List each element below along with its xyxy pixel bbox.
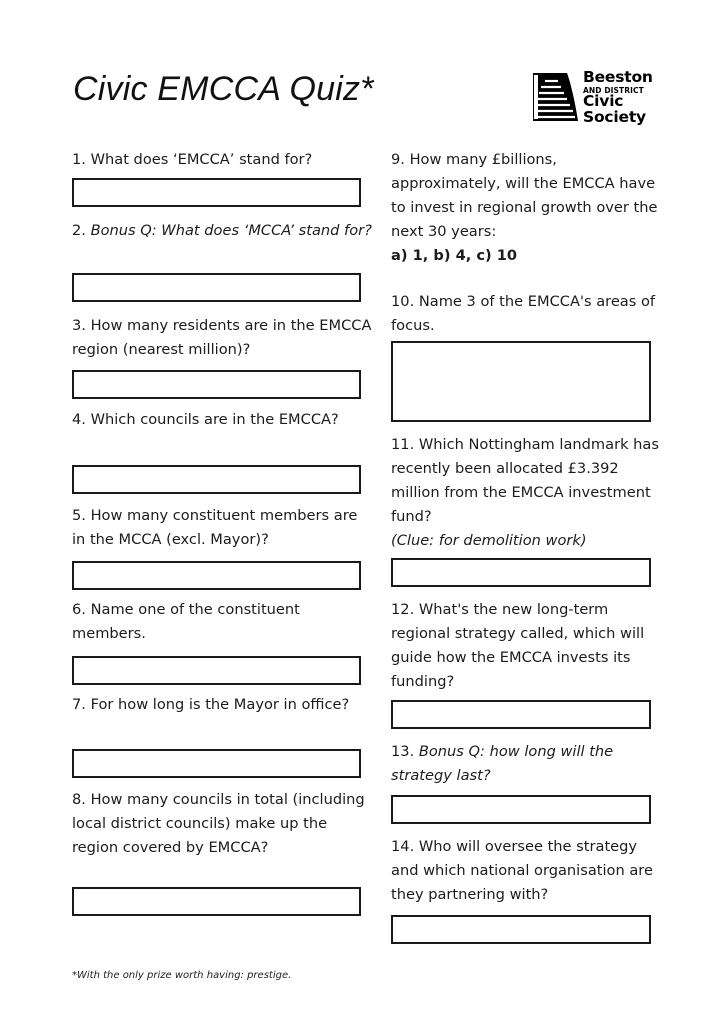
answer-box-8[interactable] xyxy=(72,887,361,916)
question-9: 9. How many £billions, approximately, will the EMCCA have to invest in regional growth over the next 30 years: a) 1, b) 4, c) 10 xyxy=(391,151,658,264)
society-logo xyxy=(531,70,653,124)
answer-box-3[interactable] xyxy=(72,370,361,399)
question-7: 7. For how long is the Mayor in office? xyxy=(72,696,350,713)
answer-box-5[interactable] xyxy=(72,561,361,590)
answer-box-10[interactable] xyxy=(391,341,651,422)
question-12: 12. What's the new long-term regional strategy called, which will guide how the EMCCA invests its funding? xyxy=(391,601,645,690)
answer-options: a) 1, b) 4, c) 10 xyxy=(391,247,518,264)
answer-box-12[interactable] xyxy=(391,700,651,729)
question-8: 8. How many councils in total (including local district councils) make up the region covered by EMCCA? xyxy=(72,791,365,856)
answer-box-2[interactable] xyxy=(72,273,361,302)
question-1: 1. What does ‘EMCCA’ stand for? xyxy=(72,151,313,168)
answer-box-11[interactable] xyxy=(391,558,651,587)
footnote: *With the only prize worth having: prestige. xyxy=(72,970,292,981)
question-13: 13. Bonus Q: how long will the strategy last? xyxy=(391,743,614,784)
question-10: 10. Name 3 of the EMCCA's areas of focus. xyxy=(391,293,656,334)
question-2: 2. Bonus Q: What does ‘MCCA’ stand for? xyxy=(72,222,372,239)
answer-box-7[interactable] xyxy=(72,749,361,778)
question-11: 11. Which Nottingham landmark has recently been allocated £3.392 million from the EMCCA investment fund? (Clue: for demolition work) xyxy=(391,436,659,549)
question-14: 14. Who will oversee the strategy and which national organisation are they partnering with? xyxy=(391,838,653,903)
answer-box-4[interactable] xyxy=(72,465,361,494)
clue-text: (Clue: for demolition work) xyxy=(391,532,587,549)
logo-wordmark: Beeston AND DISTRICT Civic Society xyxy=(583,68,653,126)
question-5: 5. How many constituent members are in the MCCA (excl. Mayor)? xyxy=(72,507,358,548)
answer-box-6[interactable] xyxy=(72,656,361,685)
question-4: 4. Which councils are in the EMCCA? xyxy=(72,411,339,428)
page-title: Civic EMCCA Quiz* xyxy=(73,70,374,108)
question-6: 6. Name one of the constituent members. xyxy=(72,601,300,642)
answer-box-13[interactable] xyxy=(391,795,651,824)
stepped-building-icon xyxy=(531,72,583,122)
answer-box-1[interactable] xyxy=(72,178,361,207)
answer-box-14[interactable] xyxy=(391,915,651,944)
question-3: 3. How many residents are in the EMCCA region (nearest million)? xyxy=(72,317,372,358)
